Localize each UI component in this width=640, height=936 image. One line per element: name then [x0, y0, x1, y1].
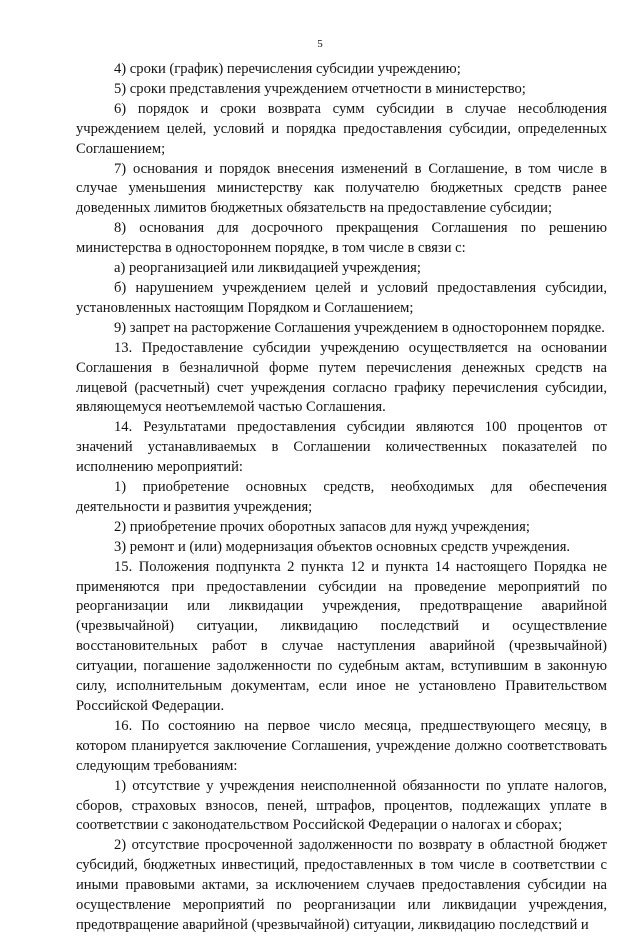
paragraph: 1) отсутствие у учреждения неисполненной обязанности по уплате налогов, сборов, страховых взносов, пеней, штрафов, процентов, подлежащих уплате в соответствии с законодательством Российской Федерации о налогах и сборах; — [76, 777, 607, 834]
paragraph: 8) основания для досрочного прекращения Соглашения по решению министерства в одностороннем порядке, в том числе в связи с: — [76, 220, 607, 257]
page-number: 5 — [317, 38, 323, 50]
paragraph: 2) приобретение прочих оборотных запасов для нужд учреждения; — [114, 518, 530, 535]
paragraph: 14. Результатами предоставления субсидии являются 100 процентов от значений устанавливаемых в Соглашении количественных показателей по исполнению мероприятий: — [76, 419, 607, 476]
paragraph: а) реорганизацией или ликвидацией учреждения; — [114, 260, 421, 277]
paragraph: 6) порядок и сроки возврата сумм субсидии в случае несоблюдения учреждением целей, условий и порядка предоставления субсидии, определенных Соглашением; — [76, 100, 607, 157]
paragraph: 7) основания и порядок внесения изменений в Соглашение, в том числе в случае уменьшения министерству как получателю бюджетных средств ранее доведенных лимитов бюджетных обязательств на предоставление субсидии; — [76, 160, 607, 217]
paragraph: 15. Положения подпункта 2 пункта 12 и пункта 14 настоящего Порядка не применяются при предоставлении субсидии на проведение мероприятий по реорганизации или ликвидации учреждения, предотвращение аварийной (чрезвычайной) ситуации, ликвидацию последствий и осуществление восстановительных работ в случае наступления аварийной (чрезвычайной) ситуации, погашение задолженности по судебным актам, вступившим в законную силу, исполнительным документам, если иное не установлено Правительством Российской Федерации. — [76, 558, 607, 714]
paragraph: б) нарушением учреждением целей и условий предоставления субсидии, установленных настоящим Порядком и Соглашением; — [76, 279, 607, 316]
paragraph: 1) приобретение основных средств, необходимых для обеспечения деятельности и развития учреждения; — [76, 479, 607, 515]
paragraph: 2) отсутствие просроченной задолженности по возврату в областной бюджет субсидий, бюджетных инвестиций, предоставленных в том числе в соответствии с иными правовыми актами, за исключением случаев предоставления субсидии на осуществление мероприятий по реорганизации или ликвидации учреждения, предотвращение аварийной (чрезвычайной) ситуации, ликвидацию последствий и — [76, 837, 607, 933]
paragraph: 4) сроки (график) перечисления субсидии учреждению; — [114, 61, 461, 77]
paragraph: 13. Предоставление субсидии учреждению осуществляется на основании Соглашения в безналичной форме путем перечисления денежных средств на лицевой (расчетный) счет учреждения согласно графику перечисления субсидии, являющемуся неотъемлемой частью Соглашения. — [76, 339, 607, 416]
paragraph: 5) сроки представления учреждением отчетности в министерство; — [114, 80, 526, 97]
paragraph: 3) ремонт и (или) модернизация объектов основных средств учреждения. — [114, 538, 571, 555]
paragraph: 9) запрет на расторжение Соглашения учреждением в одностороннем порядке. — [114, 319, 605, 336]
document-body — [76, 60, 607, 936]
paragraph: 16. По состоянию на первое число месяца, предшествующего месяцу, в котором планируется заключение Соглашения, учреждение должно соответствовать следующим требованиям: — [76, 717, 607, 774]
